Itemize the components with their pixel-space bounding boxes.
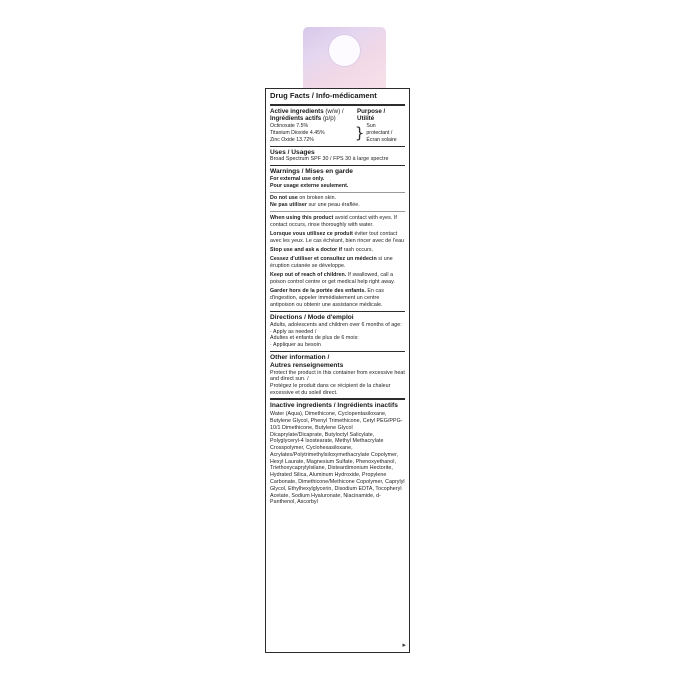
active-ingredients-list	[270, 123, 355, 143]
active-ingredient-item: Titanium Dioxide 4.45%	[270, 130, 325, 137]
active-ingredients-heading-fr: Ingrédients actifs	[270, 115, 322, 123]
directions-line: · Appliquer au besoin	[270, 342, 321, 349]
directions-heading: Directions / Mode d'emploi	[270, 314, 354, 322]
warning-line	[270, 215, 405, 229]
curly-brace-icon: }	[354, 123, 365, 142]
divider-medium	[270, 311, 405, 312]
purpose-line: Écran solaire	[366, 136, 397, 143]
warning-bold: Cessez d'utiliser et consultez un médecin	[270, 256, 377, 263]
scroll-indicator-icon: ▸	[402, 642, 406, 649]
divider-thick	[270, 104, 405, 106]
directions-line: Adults, adolescents and children over 6 months of age:	[270, 321, 402, 328]
uses-text: Broad Spectrum SPF 30 / FPS 30 à large spectre	[270, 156, 389, 163]
warning-line	[270, 247, 405, 254]
divider-medium	[270, 146, 405, 147]
warning-bold: Garder hors de la portée des enfants.	[270, 288, 366, 295]
active-ingredients-heading-row	[270, 108, 405, 123]
divider-medium	[270, 351, 405, 352]
inactive-ingredients-heading: Inactive ingredients / Ingrédients inactifs	[270, 401, 398, 409]
divider-hairline	[270, 211, 405, 212]
purpose-line: protectant /	[366, 130, 393, 137]
warning-bold: Lorsque vous utilisez ce produit	[270, 230, 353, 237]
warning-rest: En cas d'ingestion, appeler immédiatement un centre antipoison ou obtenir une assistance médicale.	[270, 288, 384, 308]
warning-bold: Do not use	[270, 195, 298, 202]
directions-line: · Apply as needed /	[270, 328, 317, 335]
warning-rest: avoid contact with eyes. If contact occurs, rinse thoroughly with water.	[270, 214, 397, 228]
warning-bold: When using this product	[270, 214, 334, 221]
divider-hairline	[270, 192, 405, 193]
warning-rest: rash occurs.	[342, 247, 374, 254]
active-ingredients-heading-en: Active ingredients	[270, 107, 324, 115]
warning-rest: on broken skin.	[297, 195, 337, 202]
purpose-heading	[357, 108, 405, 123]
warning-line: For external use only.	[270, 175, 325, 182]
directions-line: Adultes et enfants de plus de 6 mois:	[270, 335, 359, 342]
warning-bold: Ne pas utiliser	[270, 202, 308, 209]
divider-medium	[270, 165, 405, 166]
warning-line	[270, 256, 405, 270]
active-ingredient-item: Octinoxate 7.5%	[270, 123, 309, 130]
other-information-text-en: Protect the product in this container from excessive heat and direct sun. /	[270, 369, 405, 383]
active-ingredients-heading	[270, 108, 356, 123]
warning-line	[270, 195, 405, 202]
drug-facts-panel	[265, 88, 410, 653]
purpose-heading-fr: Utilité	[357, 115, 375, 123]
warning-line	[270, 231, 405, 245]
other-information-heading-en: Other information /	[270, 353, 330, 361]
warning-rest: If swallowed, call a poison control centre or get medical help right away.	[270, 272, 395, 286]
active-ingredients-body	[270, 123, 405, 143]
warning-line: Pour usage externe seulement.	[270, 182, 349, 189]
purpose-heading-en: Purpose /	[357, 107, 386, 115]
warning-bold: Keep out of reach of children.	[270, 272, 347, 279]
warnings-heading: Warnings / Mises en garde	[270, 168, 353, 176]
product-cap-circle	[329, 35, 360, 66]
divider-thick	[270, 398, 405, 400]
other-information-heading	[270, 354, 405, 370]
purpose-text	[366, 123, 396, 143]
warning-rest: sur une peau éraflée.	[307, 202, 360, 209]
warning-line	[270, 272, 405, 286]
warning-line	[270, 202, 405, 209]
active-ingredients-heading-fr-suffix: (p/p)	[322, 115, 336, 123]
active-ingredient-item: Zinc Oxide 13.72%	[270, 136, 314, 143]
uses-heading: Uses / Usages	[270, 148, 315, 156]
warning-line	[270, 288, 405, 308]
other-information-text-fr: Protégez le produit dans ce récipient de la chaleur excessive et du soleil direct.	[270, 383, 391, 396]
inactive-ingredients-text: Water (Aqua), Dimethicone, Cyclopentasiloxane, Butylene Glycol, Phenyl Trimethicone, Cetyl PEG/PPG-10/1 Dimethicone, Butylene Glycol Dicaprylate/Dicaprate, Butyloctyl Salicylate, Polyglyceryl-4 Isostearate, Methyl Methacrylate Crosspolymer, Cyclohexasiloxane, Acrylates/Polytrimethylsiloxymethacrylate Copolymer, Hexyl Laurate, Magnesium Sulfate, Phenoxyethanol, Triethoxycaprylylsilane, Disteardimonium Hectorite, Hydrated Silica, Aluminum Hydroxide, Propylene Carbonate, Dimethicone/Methicone Copolymer, Caprylyl Glycol, Ethylhexylglycerin, Disodium EDTA, Tocopheryl Acetate, Sodium Hyaluronate, Niacinamide, d-Panthenol, Ascorbyl	[270, 411, 405, 506]
warning-rest: éviter tout contact avec les yeux. Le cas échéant, bien rincer avec de l'eau	[270, 230, 405, 244]
panel-title: Drug Facts / Info-médicament	[270, 91, 377, 100]
other-information-heading-fr: Autres renseignements	[270, 361, 344, 369]
warning-bold: Stop use and ask a doctor if	[270, 247, 343, 254]
purpose-group	[355, 123, 405, 143]
active-ingredients-heading-en-suffix: (w/w) /	[325, 107, 344, 115]
purpose-line: Sun	[366, 123, 376, 130]
warning-rest: si une éruption cutanée se développe.	[270, 256, 393, 270]
